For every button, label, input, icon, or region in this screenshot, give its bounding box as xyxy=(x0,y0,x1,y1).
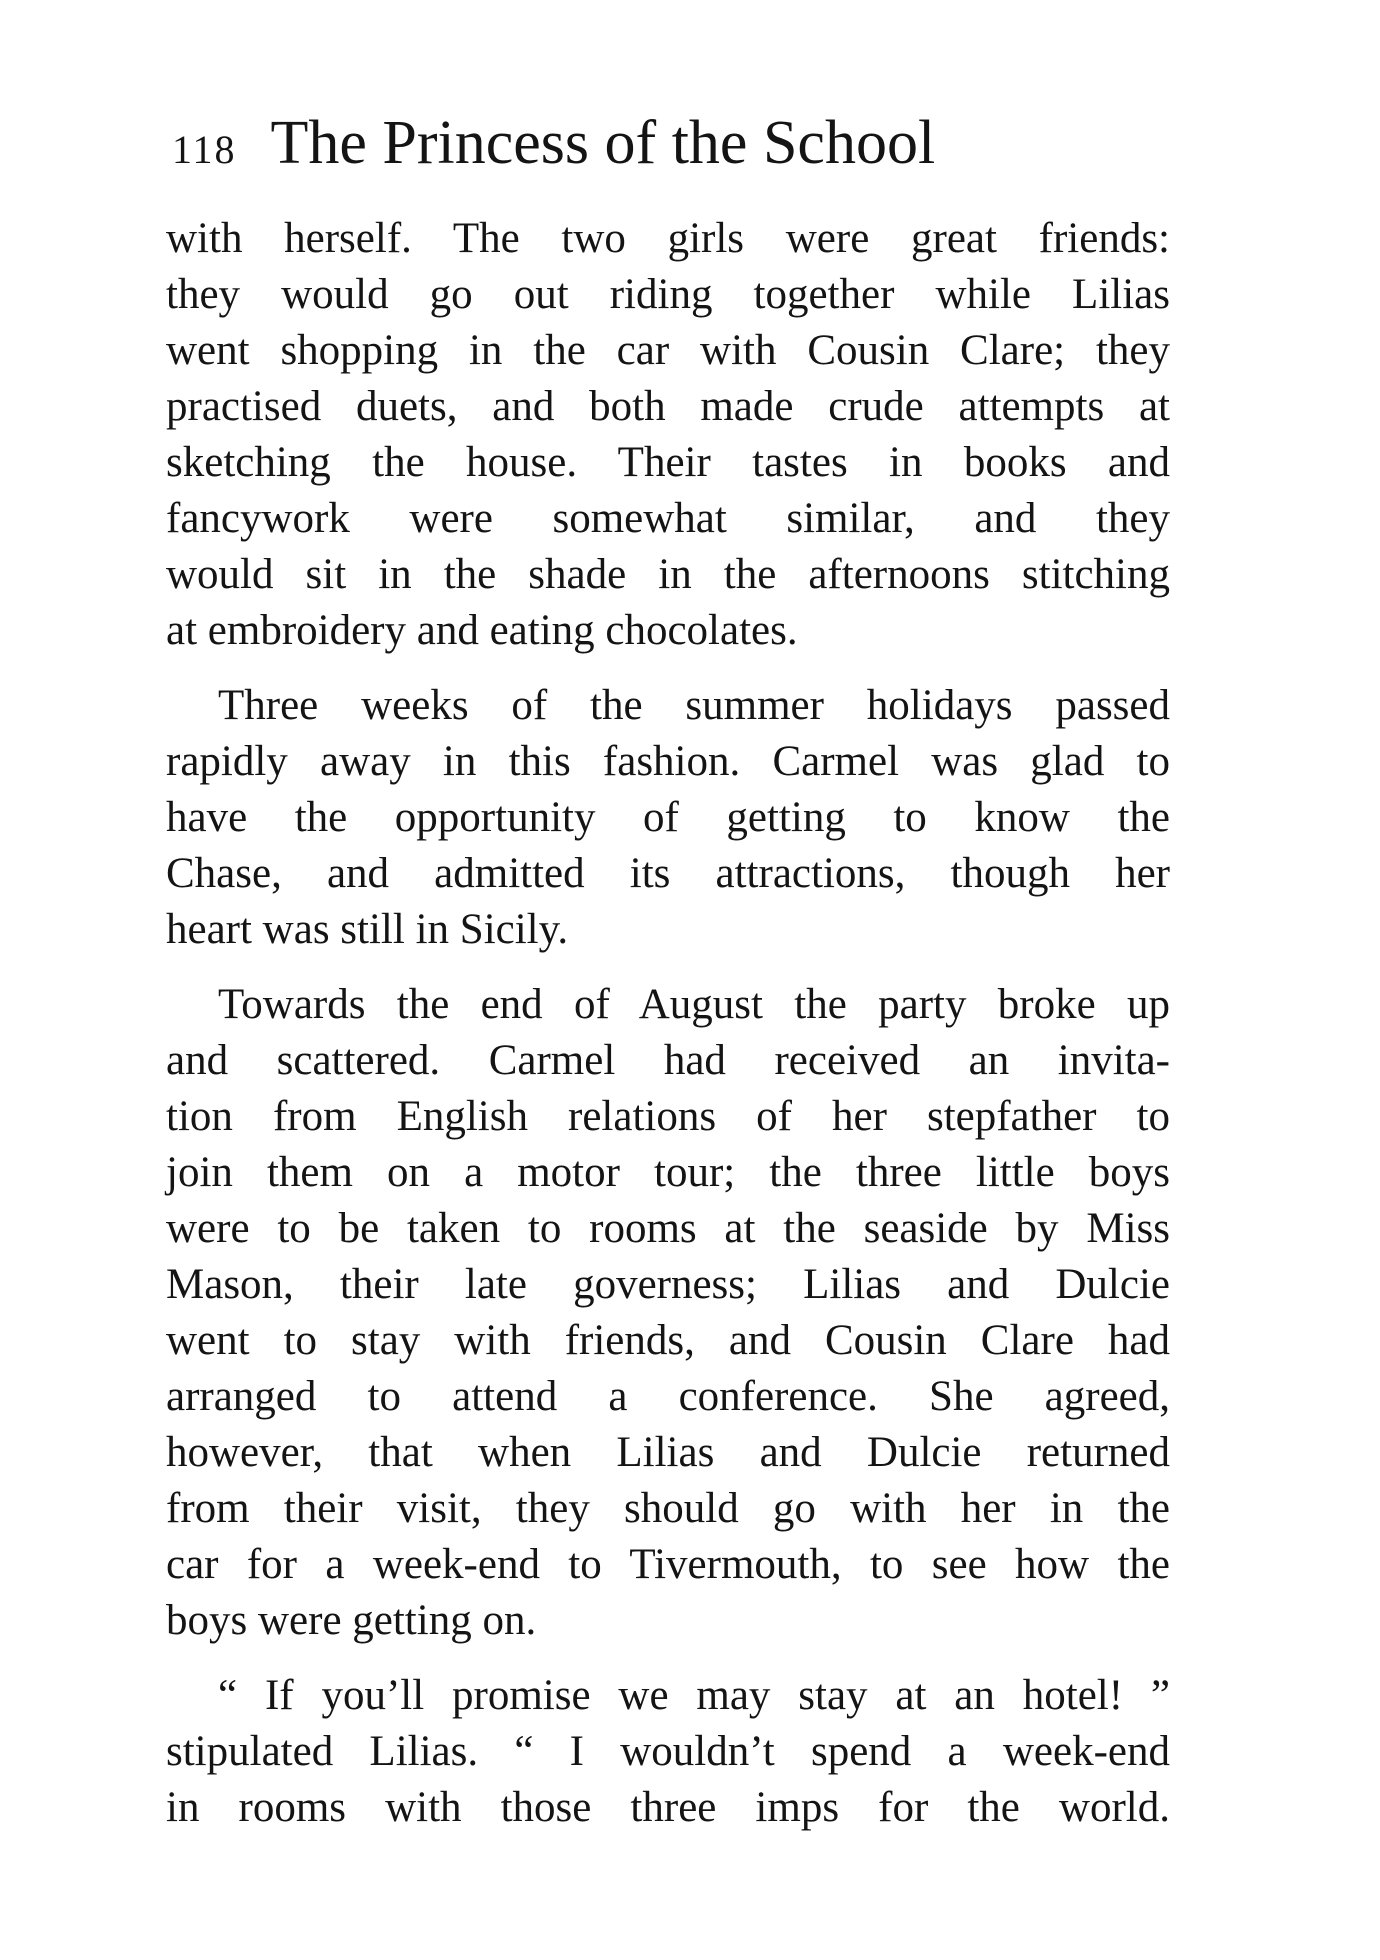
text-line: and scattered. Carmel had received an invita- xyxy=(166,1037,1170,1084)
text-line: Towards the end of August the party broke up xyxy=(218,981,1170,1028)
paragraph-4 xyxy=(166,1668,1170,1836)
text-line: Three weeks of the summer holidays passed xyxy=(218,682,1170,729)
text-line: practised duets, and both made crude attempts at xyxy=(166,383,1170,430)
text-line: stipulated Lilias. “ I wouldn’t spend a week-end xyxy=(166,1728,1170,1775)
text-line: from their visit, they should go with her in the xyxy=(166,1485,1170,1532)
text-line: went to stay with friends, and Cousin Clare had xyxy=(166,1317,1170,1364)
text-line: tion from English relations of her stepfather to xyxy=(166,1093,1170,1140)
paragraph-spacer xyxy=(166,1649,1170,1668)
text-line: arranged to attend a conference. She agreed, xyxy=(166,1373,1170,1420)
text-line: rapidly away in this fashion. Carmel was glad to xyxy=(166,738,1170,785)
paragraph-1 xyxy=(166,211,1170,659)
text-line: “ If you’ll promise we may stay at an hotel! ” xyxy=(218,1672,1170,1719)
text-line: at embroidery and eating chocolates. xyxy=(166,607,798,654)
paragraph-2 xyxy=(166,678,1170,958)
text-line: Mason, their late governess; Lilias and Dulcie xyxy=(166,1261,1170,1308)
text-line: went shopping in the car with Cousin Clare; they xyxy=(166,327,1170,374)
text-line: with herself. The two girls were great friends: xyxy=(166,215,1170,262)
text-line: join them on a motor tour; the three little boys xyxy=(166,1149,1170,1196)
paragraph-3 xyxy=(166,977,1170,1649)
running-title: The Princess of the School xyxy=(270,109,936,177)
text-line: have the opportunity of getting to know the xyxy=(166,794,1170,841)
text-line: would sit in the shade in the afternoons stitching xyxy=(166,551,1170,598)
paragraph-spacer xyxy=(166,958,1170,977)
text-line: boys were getting on. xyxy=(166,1597,537,1644)
text-line: in rooms with those three imps for the world. xyxy=(166,1784,1170,1831)
running-head xyxy=(172,108,1172,188)
text-line: however, that when Lilias and Dulcie returned xyxy=(166,1429,1170,1476)
text-line: car for a week-end to Tivermouth, to see how the xyxy=(166,1541,1170,1588)
page-number: 118 xyxy=(172,127,237,172)
text-line: Chase, and admitted its attractions, though her xyxy=(166,850,1170,897)
text-line: were to be taken to rooms at the seaside by Miss xyxy=(166,1205,1170,1252)
body-text xyxy=(166,211,1170,1836)
text-line: heart was still in Sicily. xyxy=(166,906,569,953)
text-line: they would go out riding together while Lilias xyxy=(166,271,1170,318)
text-line: sketching the house. Their tastes in books and xyxy=(166,439,1170,486)
text-line: fancywork were somewhat similar, and they xyxy=(166,495,1170,542)
paragraph-spacer xyxy=(166,659,1170,678)
